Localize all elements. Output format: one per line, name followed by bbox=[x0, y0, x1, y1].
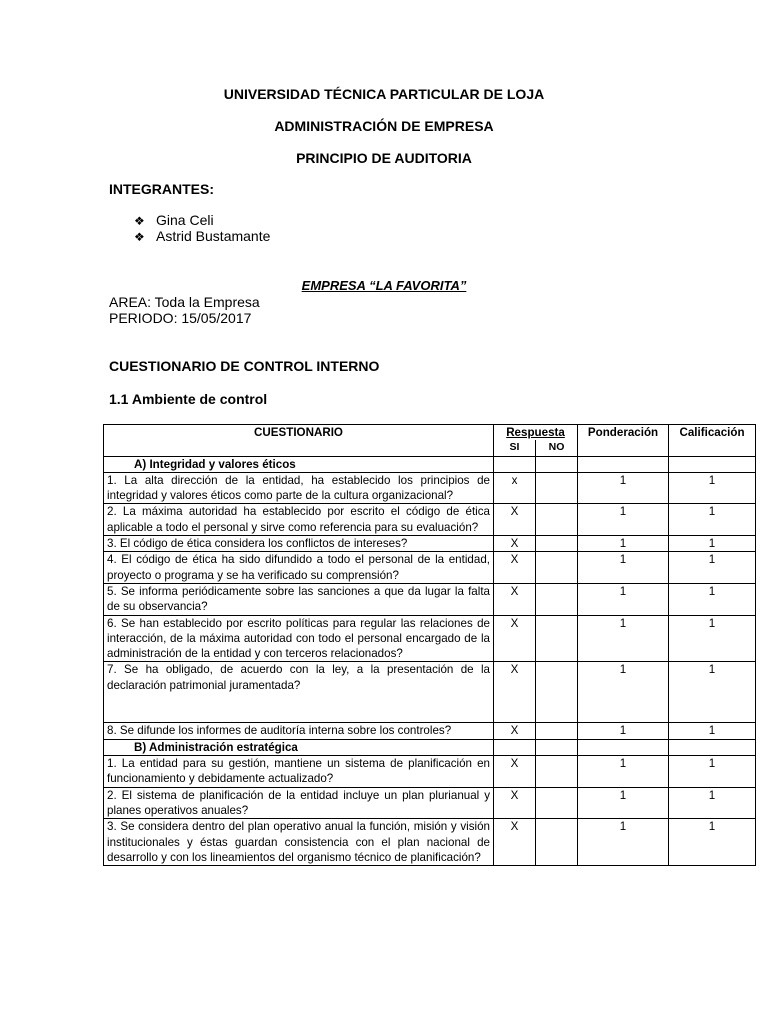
empty-cell bbox=[536, 456, 578, 472]
weight-cell: 1 bbox=[578, 583, 669, 615]
no-cell bbox=[536, 662, 578, 723]
table-row bbox=[104, 583, 756, 615]
table-row bbox=[104, 536, 756, 552]
members-label: INTEGRANTES: bbox=[109, 181, 214, 197]
question-cell: 7. Se ha obligado, de acuerdo con la ley, a la presentación de la declaración patrimonial juramentada? bbox=[104, 662, 494, 723]
score-cell: 1 bbox=[669, 472, 756, 504]
weight-cell: 1 bbox=[578, 615, 669, 662]
weight-cell: 1 bbox=[578, 787, 669, 819]
university-title: UNIVERSIDAD TÉCNICA PARTICULAR DE LOJA bbox=[223, 86, 545, 102]
score-cell: 1 bbox=[669, 552, 756, 584]
header-no: NO bbox=[536, 440, 578, 456]
period-line: PERIODO: 15/05/2017 bbox=[109, 310, 252, 326]
program-title: ADMINISTRACIÓN DE EMPRESA bbox=[274, 118, 494, 134]
si-cell: X bbox=[494, 756, 536, 788]
empty-cell bbox=[578, 456, 669, 472]
question-cell: 6. Se han establecido por escrito políticas para regular las relaciones de interacción, de la máxima autoridad con todo el personal encargado de la administración de la entidad y con terceros relacionados? bbox=[104, 615, 494, 662]
table-row bbox=[104, 756, 756, 788]
si-cell: x bbox=[494, 472, 536, 504]
area-line: AREA: Toda la Empresa bbox=[109, 294, 260, 310]
table-row bbox=[104, 552, 756, 584]
score-cell: 1 bbox=[669, 662, 756, 723]
header-question: CUESTIONARIO bbox=[104, 425, 494, 457]
no-cell bbox=[536, 756, 578, 788]
score-cell: 1 bbox=[669, 723, 756, 739]
questionnaire-title: CUESTIONARIO DE CONTROL INTERNO bbox=[109, 358, 380, 374]
table-row bbox=[104, 504, 756, 536]
no-cell bbox=[536, 615, 578, 662]
member-item: ❖ Gina Celi bbox=[134, 212, 214, 228]
score-cell: 1 bbox=[669, 536, 756, 552]
weight-cell: 1 bbox=[578, 662, 669, 723]
company-name: EMPRESA “LA FAVORITA” bbox=[301, 278, 467, 293]
section-title: A) Integridad y valores éticos bbox=[104, 456, 494, 472]
si-cell: X bbox=[494, 723, 536, 739]
weight-cell: 1 bbox=[578, 536, 669, 552]
section-row bbox=[104, 739, 756, 755]
no-cell bbox=[536, 583, 578, 615]
control-questionnaire-table bbox=[103, 424, 756, 866]
score-cell: 1 bbox=[669, 615, 756, 662]
no-cell bbox=[536, 472, 578, 504]
no-cell bbox=[536, 536, 578, 552]
table-body bbox=[104, 456, 756, 866]
question-cell: 1. La alta dirección de la entidad, ha establecido los principios de integridad y valores éticos como parte de la cultura organizacional? bbox=[104, 472, 494, 504]
question-cell: 3. El código de ética considera los conflictos de intereses? bbox=[104, 536, 494, 552]
si-cell: X bbox=[494, 504, 536, 536]
header-si: SI bbox=[494, 440, 536, 456]
si-cell: X bbox=[494, 615, 536, 662]
score-cell: 1 bbox=[669, 504, 756, 536]
header-score: Calificación bbox=[669, 425, 756, 457]
section-title: B) Administración estratégica bbox=[104, 739, 494, 755]
empty-cell bbox=[669, 456, 756, 472]
question-cell: 2. El sistema de planificación de la entidad incluye un plan plurianual y planes operativos anuales? bbox=[104, 787, 494, 819]
si-cell: X bbox=[494, 819, 536, 866]
member-item: ❖ Astrid Bustamante bbox=[134, 228, 271, 244]
score-cell: 1 bbox=[669, 756, 756, 788]
empty-cell bbox=[578, 739, 669, 755]
header-weight: Ponderación bbox=[578, 425, 669, 457]
weight-cell: 1 bbox=[578, 819, 669, 866]
table-row bbox=[104, 662, 756, 723]
question-cell: 8. Se difunde los informes de auditoría interna sobre los controles? bbox=[104, 723, 494, 739]
no-cell bbox=[536, 819, 578, 866]
no-cell bbox=[536, 504, 578, 536]
question-cell: 4. El código de ética ha sido difundido a todo el personal de la entidad, proyecto o programa y se ha verificado su comprensión? bbox=[104, 552, 494, 584]
diamond-bullet-icon: ❖ bbox=[134, 230, 145, 244]
si-cell: X bbox=[494, 662, 536, 723]
table-row bbox=[104, 615, 756, 662]
diamond-bullet-icon: ❖ bbox=[134, 214, 145, 228]
empty-cell bbox=[669, 739, 756, 755]
empty-cell bbox=[494, 456, 536, 472]
question-cell: 2. La máxima autoridad ha establecido por escrito el código de ética aplicable a todo el personal y sirve como referencia para su evaluación? bbox=[104, 504, 494, 536]
question-cell: 3. Se considera dentro del plan operativo anual la función, misión y visión institucionales y éstas guardan consistencia con el plan nacional de desarrollo y con los lineamientos del organismo técnico de planificación? bbox=[104, 819, 494, 866]
section-subtitle: 1.1 Ambiente de control bbox=[109, 391, 268, 407]
weight-cell: 1 bbox=[578, 472, 669, 504]
no-cell bbox=[536, 723, 578, 739]
weight-cell: 1 bbox=[578, 723, 669, 739]
table-row bbox=[104, 787, 756, 819]
course-title: PRINCIPIO DE AUDITORIA bbox=[296, 150, 472, 166]
si-cell: X bbox=[494, 552, 536, 584]
weight-cell: 1 bbox=[578, 552, 669, 584]
score-cell: 1 bbox=[669, 819, 756, 866]
score-cell: 1 bbox=[669, 583, 756, 615]
si-cell: X bbox=[494, 536, 536, 552]
no-cell bbox=[536, 552, 578, 584]
table-row bbox=[104, 819, 756, 866]
section-row bbox=[104, 456, 756, 472]
si-cell: X bbox=[494, 787, 536, 819]
members-list bbox=[134, 212, 270, 244]
header-response: Respuesta bbox=[494, 425, 578, 441]
table-row bbox=[104, 723, 756, 739]
question-cell: 1. La entidad para su gestión, mantiene un sistema de planificación en funcionamiento y debidamente actualizado? bbox=[104, 756, 494, 788]
empty-cell bbox=[536, 739, 578, 755]
question-cell: 5. Se informa periódicamente sobre las sanciones a que da lugar la falta de su observancia? bbox=[104, 583, 494, 615]
weight-cell: 1 bbox=[578, 756, 669, 788]
score-cell: 1 bbox=[669, 787, 756, 819]
si-cell: X bbox=[494, 583, 536, 615]
no-cell bbox=[536, 787, 578, 819]
weight-cell: 1 bbox=[578, 504, 669, 536]
table-row bbox=[104, 472, 756, 504]
empty-cell bbox=[494, 739, 536, 755]
